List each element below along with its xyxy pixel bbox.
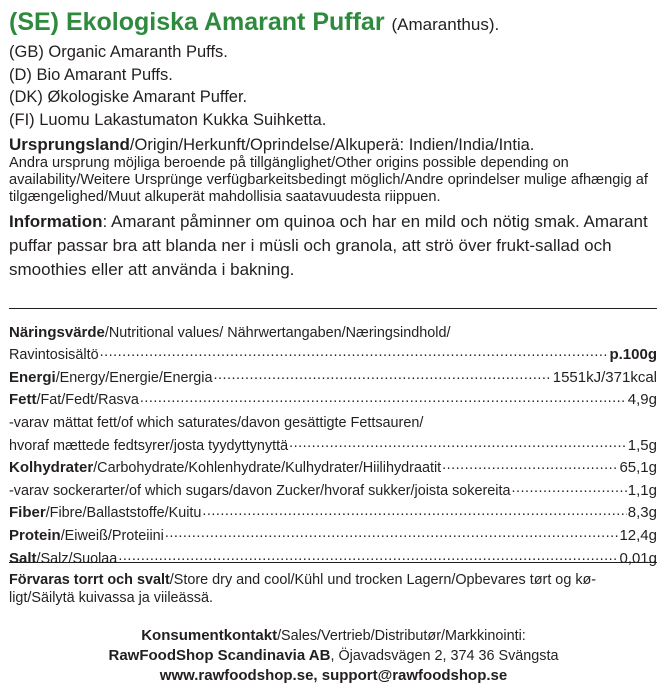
nutrient-value: 65,1g — [619, 459, 657, 477]
nutrition-row — [9, 499, 657, 522]
nutrient-translations: /Fibre/Ballaststoffe/Kuitu — [45, 505, 202, 522]
nutrient-name: Salt — [9, 549, 37, 567]
translation-de: (D) Bio Amarant Puffs. — [9, 65, 173, 84]
information-label: Information — [9, 212, 103, 232]
nutrition-row — [9, 431, 657, 454]
contact-line-3 — [0, 666, 667, 686]
contact-text: /Sales/Vertrieb/Distributør/Markkinointi: — [277, 628, 526, 644]
translation-dk: (DK) Økologiske Amarant Puffer. — [9, 88, 248, 107]
nutrient-value: 1,5g — [627, 436, 657, 454]
nutrition-per-100g: p.100g — [609, 346, 657, 364]
nutrition-row — [9, 363, 657, 386]
nutrition-heading-text: /Nutritional values/ Nährwertangaben/Næringsindhold/ — [104, 324, 451, 341]
nutrient-value: 1551kJ/371kcal — [552, 368, 657, 386]
contact-line-1 — [0, 626, 667, 646]
nutrient-name: Fett — [9, 391, 37, 409]
nutrient-value: 0,01g — [619, 549, 657, 567]
nutrition-table — [9, 318, 657, 567]
nutrient-translations: /Eiweiß/Proteiini — [60, 527, 164, 544]
product-title: (SE) Ekologiska Amarant Puffar — [9, 8, 385, 36]
origin-section — [9, 135, 657, 155]
nutrition-heading — [9, 318, 657, 341]
contact-section — [0, 626, 667, 686]
nutrition-heading-label: Näringsvärde — [9, 323, 105, 341]
nutrition-heading-line2-text: Ravintosisältö — [9, 347, 99, 364]
information-text: : Amarant påminner om quinoa och har en mild och nötig smak. Amarant puffar passar bra att blanda ner i müsli och granola, att strö över frukt-sallad och smoothies eller att använda i bakning. — [9, 212, 648, 280]
nutrient-translations: -varav mättat fett/of which saturates/davon gesättigte Fettsauren/ — [9, 414, 424, 431]
origin-label: Ursprungsland — [9, 135, 130, 155]
storage-label: Förvaras torrt och svalt — [9, 572, 170, 588]
contact-links: www.rawfoodshop.se, support@rawfoodshop.se — [159, 667, 508, 684]
nutrient-value: 4,9g — [627, 391, 657, 409]
nutrition-rows — [9, 363, 657, 566]
nutrition-row — [9, 521, 657, 544]
nutrient-translations: -varav sockerarter/of which sugars/davon Zucker/hvoraf sukker/joista sokereita — [9, 482, 511, 499]
nutrient-name: Kolhydrater — [9, 459, 94, 477]
company-address: , Öjavadsvägen 2, 374 36 Svängsta — [330, 648, 559, 664]
nutrition-row — [9, 544, 657, 567]
nutrient-value: 8,3g — [627, 504, 657, 522]
nutrition-row — [9, 454, 657, 477]
latin-name: (Amaranthus). — [391, 15, 500, 34]
nutrient-name: Fiber — [9, 504, 46, 522]
origin-note: Andra ursprung möjliga beroende på tillgänglighet/Other origins possible depending on availability/Weitere Ursprünge verfügbarkeitsbedingt möglich/Andre oprindelser mulige afhængig af tilgængelighed/Muut alkuperät mahdollisia saatavuudesta riippuen. — [9, 155, 648, 206]
nutrient-translations: /Fat/Fedt/Rasva — [36, 392, 139, 409]
nutrient-name: Energi — [9, 368, 56, 386]
storage-text: /Store dry and cool/Kühl und trocken Lagern/Opbevares tørt og kø-ligt/Säilytä kuivassa ja viileässä. — [9, 572, 597, 606]
nutrition-row — [9, 386, 657, 409]
nutrient-translations: /Energy/Energie/Energia — [55, 369, 213, 386]
nutrient-translations: hvoraf mættede fedtsyrer/josta tyydyttynyttä — [9, 437, 289, 454]
nutrition-heading-line2 — [9, 341, 657, 364]
nutrition-row — [9, 476, 657, 499]
storage-section — [9, 571, 657, 607]
product-title-line — [9, 6, 657, 41]
nutrient-translations: /Salz/Suolaa — [36, 550, 118, 567]
origin-text: /Origin/Herkunft/Oprindelse/Alkuperä: Indien/India/Intia. — [129, 136, 535, 155]
nutrient-value: 1,1g — [627, 481, 657, 499]
translation-fi: (FI) Luomu Lakastumaton Kukka Suihketta. — [9, 110, 327, 129]
nutrient-value: 12,4g — [619, 526, 657, 544]
information-section — [9, 210, 657, 282]
nutrition-row — [9, 408, 657, 431]
divider-bottom — [9, 562, 657, 563]
translation-gb: (GB) Organic Amaranth Puffs. — [9, 43, 228, 61]
divider-top — [9, 308, 657, 309]
contact-line-2 — [0, 646, 667, 666]
company-name: RawFoodShop Scandinavia AB — [108, 647, 331, 664]
nutrient-translations: /Carbohydrate/Kohlenhydrate/Kulhydrater/Hiilihydraatit — [93, 460, 442, 477]
contact-label: Konsumentkontakt — [141, 627, 278, 644]
nutrient-name: Protein — [9, 526, 61, 544]
